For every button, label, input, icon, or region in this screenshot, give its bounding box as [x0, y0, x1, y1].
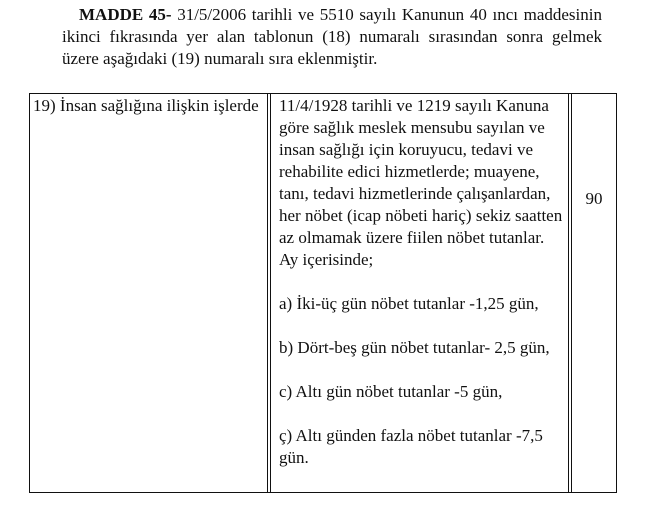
column-divider [270, 94, 271, 492]
list-item: a) İki-üç gün nöbet tutanlar -1,25 gün, [279, 294, 539, 313]
value-cell: 90 [585, 189, 603, 208]
amendment-table [29, 93, 617, 493]
column-divider [571, 94, 572, 492]
description-cell [279, 95, 564, 469]
column-divider [568, 94, 569, 492]
article-paragraph [62, 4, 602, 70]
row-label-cell: 19) İnsan sağlığına ilişkin işlerde [33, 96, 259, 115]
description-text: 11/4/1928 tarihli ve 1219 sayılı Kanuna göre sağlık meslek mensubu sayılan ve insan sağlığı için koruyucu, tedavi ve rehabilite edici hizmetlerde; muayene, tanı, tedavi hizmetlerinde çalışanlardan, her nöbet (icap nöbeti hariç) sekiz saatten az olmamak üzere fiilen nöbet tutanlar. Ay içerisinde; [279, 96, 563, 269]
list-item: b) Dört-beş gün nöbet tutanlar- 2,5 gün, [279, 338, 550, 357]
list-item: c) Altı gün nöbet tutanlar -5 gün, [279, 382, 503, 401]
article-label: MADDE 45- [79, 5, 172, 24]
list-item: ç) Altı günden fazla nöbet tutanlar -7,5 gün. [279, 426, 543, 467]
column-divider [267, 94, 268, 492]
article-text: 31/5/2006 tarihli ve 5510 sayılı Kanunun 40 ıncı maddesinin ikinci fıkrasında yer alan tablonun (18) numaralı sırasından sonra gelmek üzere aşağıdaki (19) numaralı sıra eklenmiştir. [62, 5, 602, 68]
